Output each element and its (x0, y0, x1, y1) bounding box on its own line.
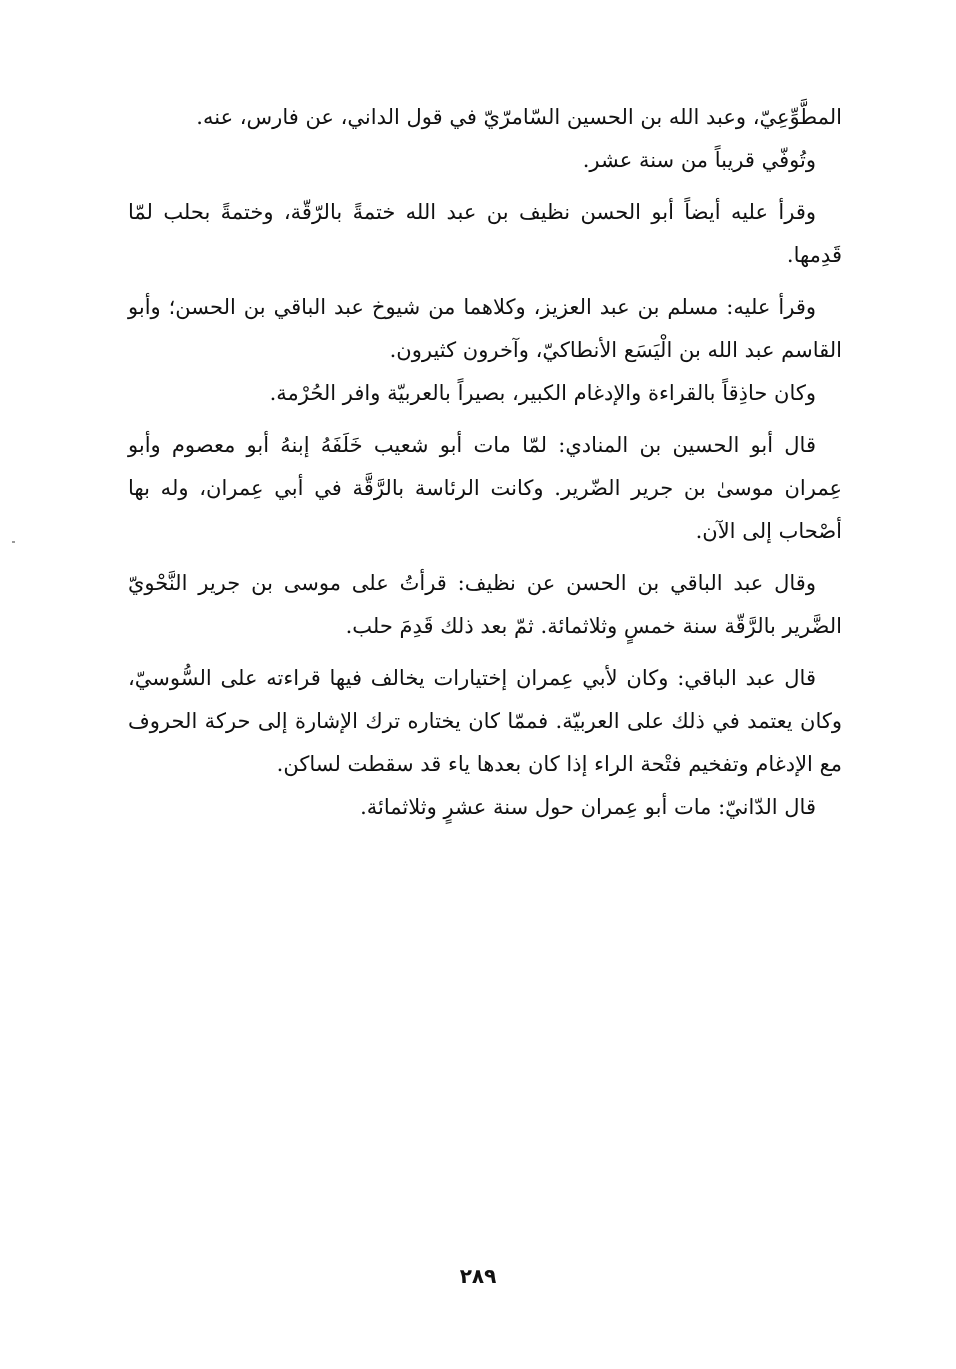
page-number: ٢٨٩ (459, 1264, 497, 1288)
paragraph-7: وقال عبد الباقي بن الحسن عن نظيف: قرأتُ على موسى بن جرير النَّحْويّ الضَّرير بالرَّقّة سنة خمسٍ وثلاثمائة. ثمّ بعد ذلك قَدِمَ حلب. (128, 571, 842, 638)
paragraph-2: وتُوفّي قريباً من سنة عشر. (582, 148, 816, 172)
paragraph-8: قال عبد الباقي: وكان لأبي عِمران إختيارات يخالف فيها قراءته على السُّوسيّ، وكان يعتمد في ذلك على العربيّة. فممّا كان يختاره ترك الإشارة إلى حركة الحروف مع الإدغام وتفخيم فتْحة الراء إذا كان بعدها ياء قد سقطت لساكن. (128, 666, 842, 776)
page-body (128, 96, 842, 829)
paragraph-4: وقرأ عليه: مسلم بن عبد العزيز، وكلاهما من شيوخ عبد الباقي بن الحسن؛ وأبو القاسم عبد الله بن الْيَسَع الأنطاكيّ، وآخرون كثيرون. (128, 295, 842, 362)
paragraph-1: المطَّوِّعِيّ، وعبد الله بن الحسين السّامرّيّ في قول الداني، عن فارس، عنه. (196, 105, 842, 129)
scan-speck (12, 541, 15, 543)
paragraph-5: وكان حاذِقاً بالقراءة والإدغام الكبير، بصيراً بالعربيّة وافر الحُرْمة. (269, 381, 816, 405)
paragraph-9: قال الدّانيّ: مات أبو عِمران حول سنة عشرٍ وثلاثمائة. (360, 795, 816, 819)
paragraph-6: قال أبو الحسين بن المنادي: لمّا مات أبو شعيب خَلَفَهُ إبنهُ أبو معصوم وأبو عِمران موسىٰ بن جرير الضّرير. وكانت الرئاسة بالرَّقَّة في أبي عِمران، وله بها أصْحاب إلى الآن. (128, 433, 842, 543)
paragraph-3: وقرأ عليه أيضاً أبو الحسن نظيف بن عبد الله ختمةً بالرّقّة، وختمةً بحلب لمّا قَدِمها. (128, 200, 842, 267)
